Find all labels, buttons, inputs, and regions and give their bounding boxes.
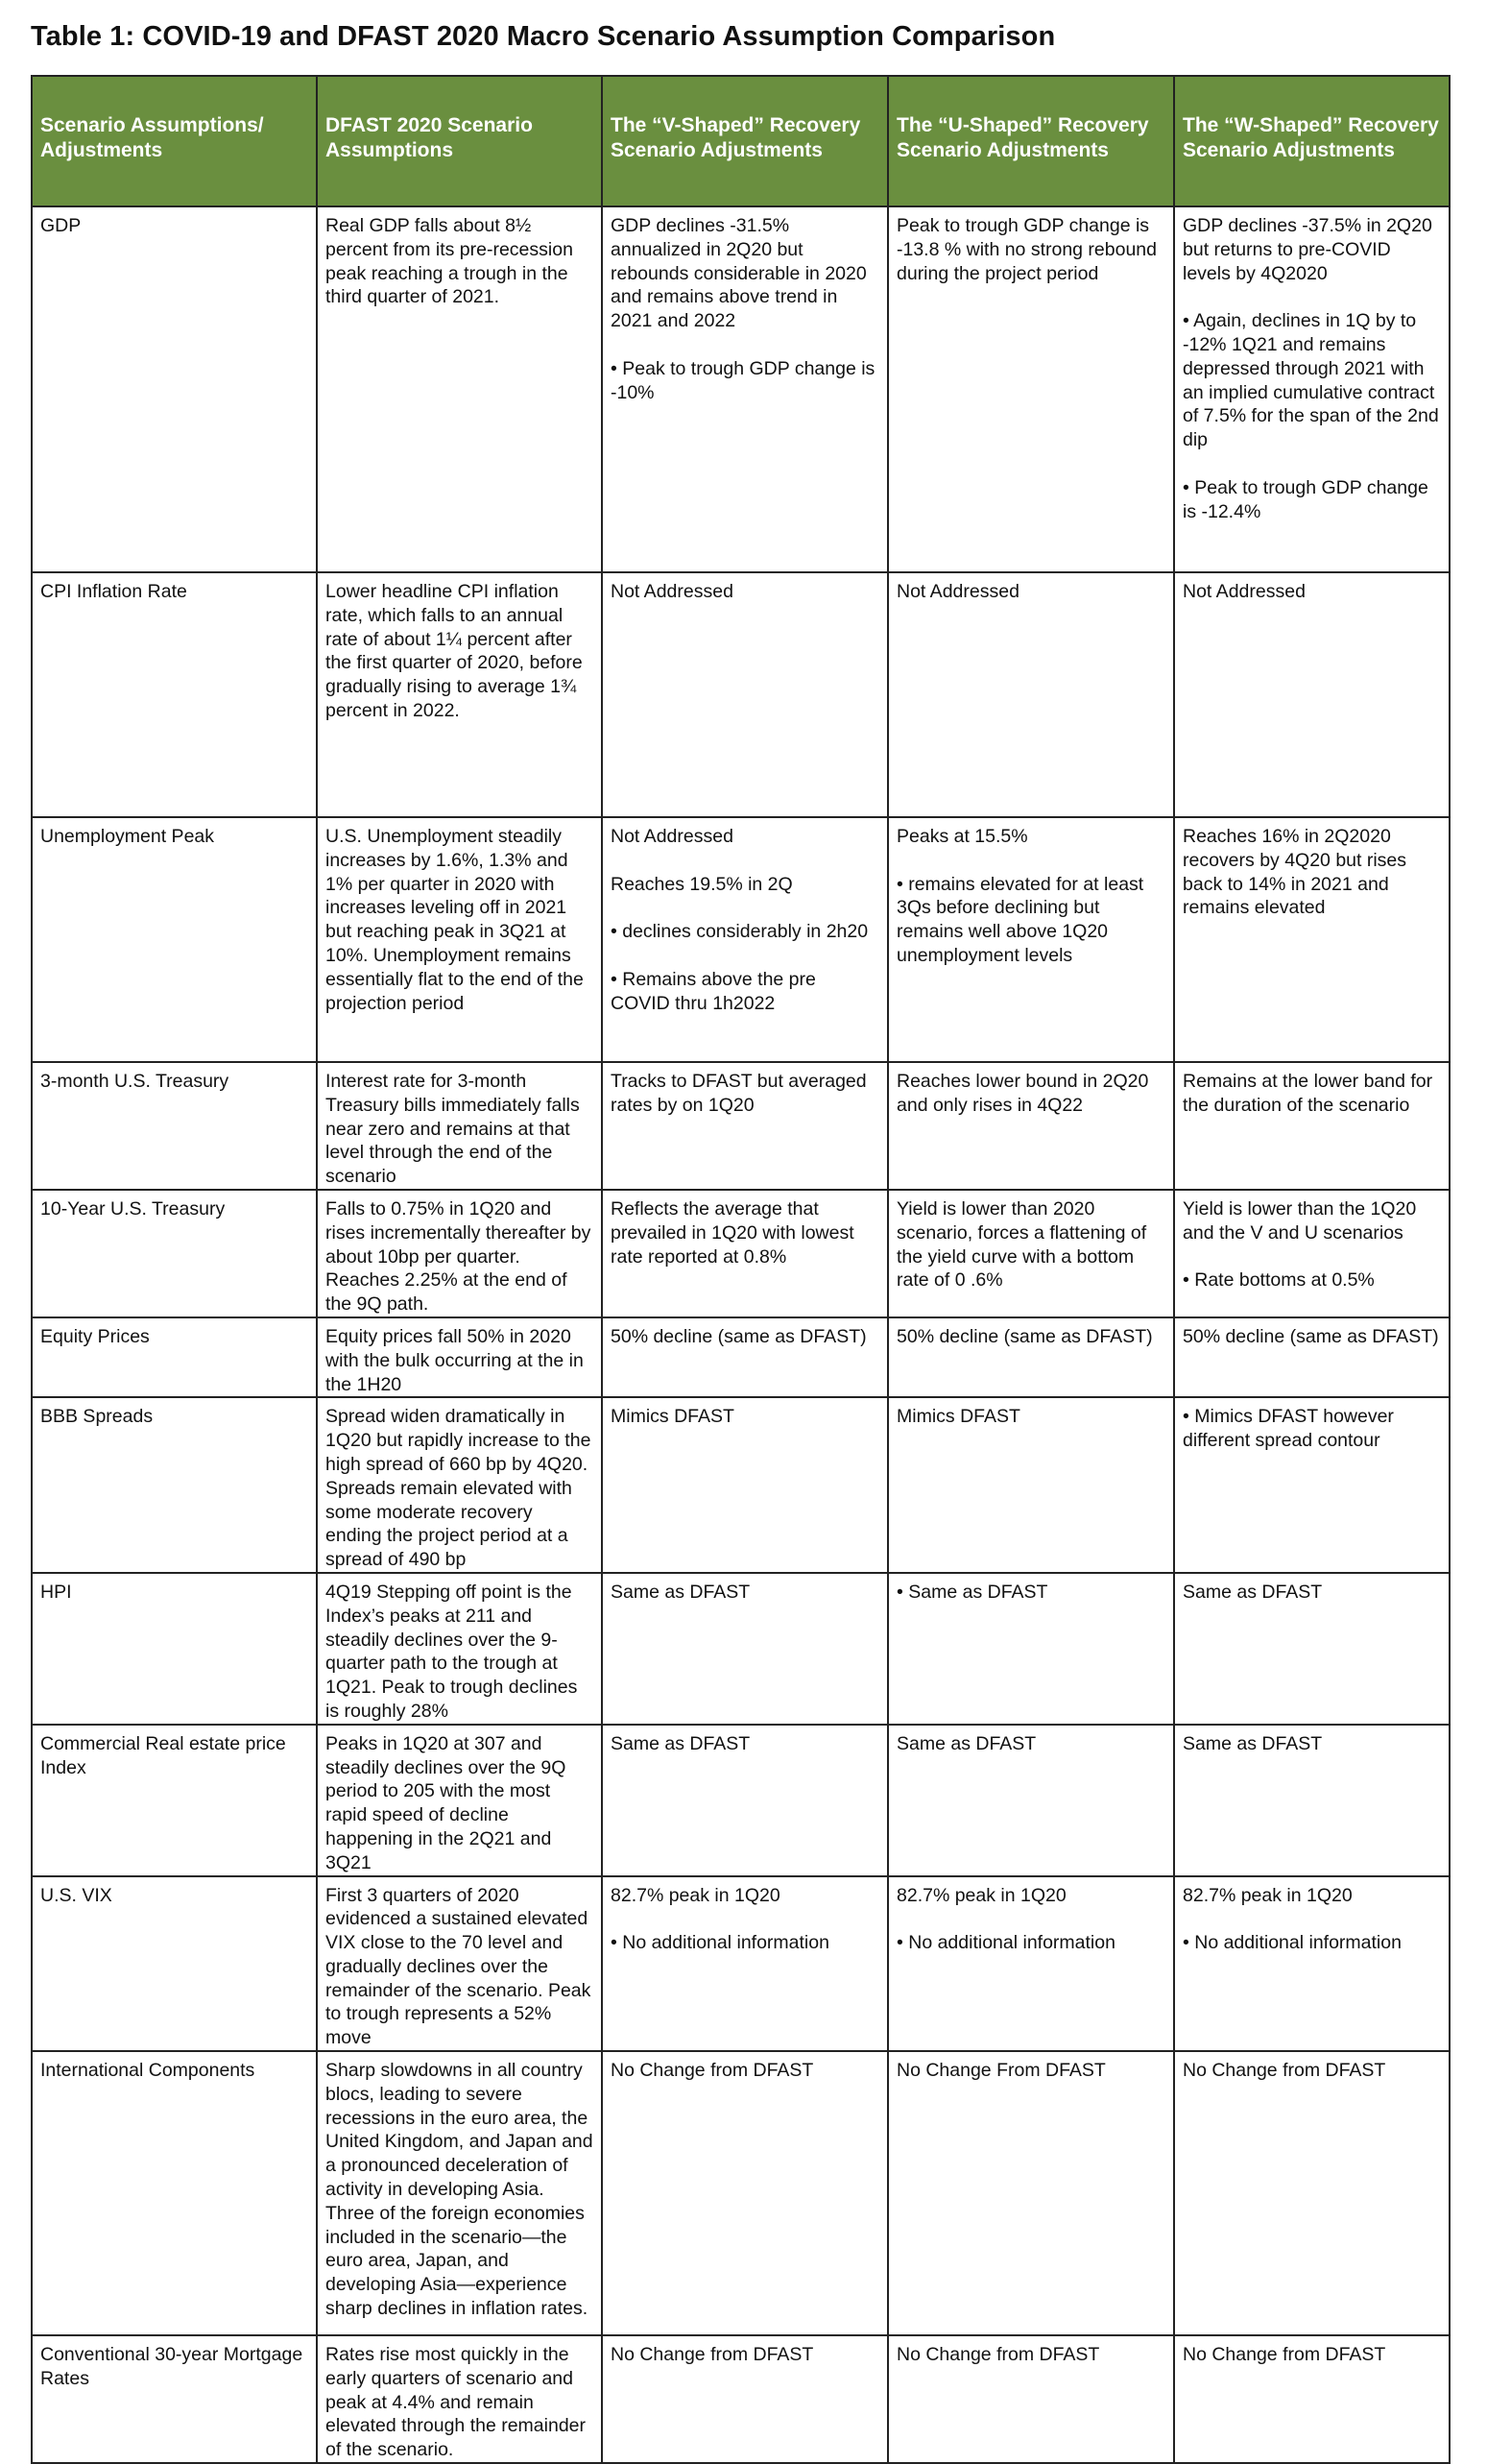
- cell-paragraph: Same as DFAST: [1183, 1732, 1323, 1754]
- u-shaped-cell: [888, 2335, 1174, 2463]
- row-label: 3-month U.S. Treasury: [40, 1071, 229, 1092]
- cell-paragraph: Equity prices fall 50% in 2020 with the bulk occurring at the in the 1H20: [325, 1325, 584, 1395]
- cell-paragraph: Not Addressed: [611, 581, 733, 602]
- w-shaped-cell: [1174, 1397, 1450, 1573]
- row-label-cell: [32, 1397, 317, 1573]
- row-label: 10-Year U.S. Treasury: [40, 1197, 226, 1220]
- row-label-cell: [32, 1317, 317, 1397]
- row-label-cell: [32, 572, 317, 817]
- cell-paragraph: Not Addressed: [1183, 581, 1306, 602]
- cell-paragraph: Remains at the lower band for the duration of the scenario: [1183, 1071, 1433, 1116]
- cell-paragraph: Reaches 19.5% in 2Q: [611, 873, 793, 895]
- w-shaped-cell: [1174, 1876, 1450, 2052]
- dfast-cell: [317, 2335, 602, 2463]
- u-shaped-cell: [888, 1062, 1174, 1190]
- w-shaped-cell: [1174, 2051, 1450, 2335]
- dfast-cell: [317, 2051, 602, 2335]
- cell-paragraph: Yield is lower than the 1Q20 and the V and U scenarios: [1183, 1197, 1417, 1244]
- cell-paragraph: • Mimics DFAST however different spread contour: [1183, 1406, 1394, 1452]
- cell-paragraph: Reaches lower bound in 2Q20 and only rises in 4Q22: [897, 1071, 1149, 1116]
- row-label-cell: [32, 817, 317, 1062]
- cell-paragraph: Mimics DFAST: [611, 1406, 734, 1428]
- table-row: [32, 1190, 1450, 1317]
- v-shaped-cell: [602, 2051, 888, 2335]
- w-shaped-cell: [1174, 1573, 1450, 1725]
- header-cell-v-shaped: The “V-Shaped” Recovery Scenario Adjustments: [602, 76, 888, 206]
- row-label-cell: [32, 1190, 317, 1317]
- w-shaped-cell: [1174, 1190, 1450, 1317]
- cell-paragraph: First 3 quarters of 2020 evidenced a sustained elevated VIX close to the 70 level and gradually declines over the remainder of the scenario. Peak to trough represents a 52% move: [325, 1884, 591, 2049]
- cell-paragraph: 82.7% peak in 1Q20: [611, 1884, 780, 1906]
- row-label: Conventional 30-year Mortgage Rates: [40, 2344, 303, 2389]
- w-shaped-cell: [1174, 1725, 1450, 1876]
- cell-paragraph: Sharp slowdowns in all country blocs, leading to severe recessions in the euro area, the United Kingdom, and Japan and a pronounced deceleration of activity in developing Asia. Three of the foreign economies included in the scenario—the euro area, Japan, and developing Asia—experience sharp declines in inflation rates.: [325, 2060, 593, 2320]
- header-cell-dfast: DFAST 2020 Scenario Assumptions: [317, 76, 602, 206]
- comparison-table: [31, 75, 1451, 2464]
- cell-paragraph: • Same as DFAST: [897, 1581, 1048, 1603]
- table-row: [32, 206, 1450, 572]
- cell-paragraph: Mimics DFAST: [897, 1406, 1020, 1428]
- cell-paragraph: U.S. Unemployment steadily increases by 1.6%, 1.3% and 1% per quarter in 2020 with increases leveling off in 2021 but reaching peak in 3Q21 at 10%. Unemployment remains essentially flat to the end of the projection period: [325, 826, 584, 1014]
- cell-paragraph: Rates rise most quickly in the early quarters of scenario and peak at 4.4% and remain elevated through the remainder of the scenario.: [325, 2344, 587, 2461]
- dfast-cell: [317, 1190, 602, 1317]
- dfast-cell: [317, 1062, 602, 1190]
- cell-paragraph: 50% decline (same as DFAST): [1183, 1325, 1439, 1347]
- dfast-cell: [317, 1876, 602, 2052]
- v-shaped-cell: [602, 1190, 888, 1317]
- cell-paragraph: • remains elevated for at least 3Qs before declining but remains well above 1Q20 unemployment levels: [897, 873, 1144, 966]
- cell-paragraph: • No additional information: [1183, 1932, 1402, 1954]
- cell-paragraph: No Change From DFAST: [897, 2060, 1106, 2082]
- table-row: [32, 572, 1450, 817]
- cell-paragraph: Interest rate for 3-month Treasury bills immediately falls near zero and remains at that level through the end of the scenario: [325, 1071, 580, 1188]
- header-cell-u-shaped: The “U-Shaped” Recovery Scenario Adjustments: [888, 76, 1174, 206]
- table-row: [32, 2051, 1450, 2335]
- cell-paragraph: • Again, declines in 1Q by to -12% 1Q21 and remains depressed through 2021 with an implied cumulative contract of 7.5% for the span of the 2nd dip: [1183, 310, 1439, 451]
- cell-paragraph: No Change from DFAST: [897, 2344, 1100, 2366]
- v-shaped-cell: [602, 572, 888, 817]
- w-shaped-cell: [1174, 206, 1450, 572]
- w-shaped-cell: [1174, 572, 1450, 817]
- cell-paragraph: 4Q19 Stepping off point is the Index’s peaks at 211 and steadily declines over the 9-quarter path to the trough at 1Q21. Peak to trough declines is roughly 28%: [325, 1581, 578, 1722]
- header-cell-assumptions: Scenario Assumptions/ Adjustments: [32, 76, 317, 206]
- cell-paragraph: Same as DFAST: [611, 1581, 751, 1603]
- row-label: Commercial Real estate price Index: [40, 1732, 286, 1778]
- cell-paragraph: Not Addressed: [611, 826, 733, 847]
- table-row: [32, 1062, 1450, 1190]
- u-shaped-cell: [888, 1397, 1174, 1573]
- cell-paragraph: Peaks at 15.5%: [897, 826, 1028, 847]
- table-row: [32, 1317, 1450, 1397]
- v-shaped-cell: [602, 206, 888, 572]
- table-row: [32, 817, 1450, 1062]
- dfast-cell: [317, 817, 602, 1062]
- cell-paragraph: Peak to trough GDP change is -13.8 % with no strong rebound during the project period: [897, 215, 1158, 284]
- v-shaped-cell: [602, 1573, 888, 1725]
- row-label: Equity Prices: [40, 1325, 150, 1347]
- row-label: HPI: [40, 1581, 72, 1603]
- table-row: [32, 1876, 1450, 2052]
- row-label: BBB Spreads: [40, 1406, 154, 1428]
- u-shaped-cell: [888, 1725, 1174, 1876]
- w-shaped-cell: [1174, 1062, 1450, 1190]
- cell-paragraph: 82.7% peak in 1Q20: [897, 1884, 1067, 1906]
- dfast-cell: [317, 572, 602, 817]
- u-shaped-cell: [888, 1876, 1174, 2052]
- v-shaped-cell: [602, 1062, 888, 1190]
- table-row: [32, 1397, 1450, 1573]
- cell-paragraph: Lower headline CPI inflation rate, which falls to an annual rate of about 1¼ percent after the first quarter of 2020, before gradually rising to average 1¾ percent in 2022.: [325, 581, 583, 721]
- cell-paragraph: No Change from DFAST: [611, 2344, 814, 2366]
- cell-paragraph: No Change from DFAST: [1183, 2060, 1386, 2082]
- table-row: [32, 1573, 1450, 1725]
- cell-paragraph: • No additional information: [897, 1932, 1115, 1954]
- row-label-cell: [32, 2051, 317, 2335]
- w-shaped-cell: [1174, 2335, 1450, 2463]
- cell-paragraph: Tracks to DFAST but averaged rates by on 1Q20: [611, 1071, 867, 1116]
- cell-paragraph: GDP declines -37.5% in 2Q20 but returns to pre-COVID levels by 4Q2020: [1183, 215, 1432, 284]
- cell-paragraph: 82.7% peak in 1Q20: [1183, 1884, 1353, 1906]
- row-label-cell: [32, 1062, 317, 1190]
- cell-paragraph: Same as DFAST: [897, 1732, 1037, 1754]
- row-label-cell: [32, 1725, 317, 1876]
- u-shaped-cell: [888, 2051, 1174, 2335]
- row-label: GDP: [40, 215, 82, 236]
- row-label-cell: [32, 1876, 317, 2052]
- cell-paragraph: Same as DFAST: [611, 1732, 751, 1754]
- u-shaped-cell: [888, 572, 1174, 817]
- cell-paragraph: • No additional information: [611, 1932, 829, 1954]
- table-title: Table 1: COVID-19 and DFAST 2020 Macro Scenario Assumption Comparison: [31, 21, 1056, 52]
- cell-paragraph: Reaches 16% in 2Q2020 recovers by 4Q20 but rises back to 14% in 2021 and remains elevated: [1183, 826, 1407, 919]
- row-label: CPI Inflation Rate: [40, 581, 187, 602]
- row-label-cell: [32, 2335, 317, 2463]
- table-row: [32, 2335, 1450, 2463]
- cell-paragraph: • declines considerably in 2h20: [611, 921, 869, 943]
- u-shaped-cell: [888, 1317, 1174, 1397]
- row-label: Unemployment Peak: [40, 826, 215, 847]
- row-label-cell: [32, 1573, 317, 1725]
- cell-paragraph: Real GDP falls about 8½ percent from its pre-recession peak reaching a trough in the third quarter of 2021.: [325, 215, 573, 308]
- v-shaped-cell: [602, 817, 888, 1062]
- header-cell-w-shaped: The “W-Shaped” Recovery Scenario Adjustments: [1174, 76, 1450, 206]
- dfast-cell: [317, 1725, 602, 1876]
- w-shaped-cell: [1174, 817, 1450, 1062]
- cell-paragraph: • Remains above the pre COVID thru 1h2022: [611, 968, 816, 1014]
- u-shaped-cell: [888, 1190, 1174, 1317]
- cell-paragraph: Peaks in 1Q20 at 307 and steadily declines over the 9Q period to 205 with the most rapid speed of decline happening in the 2Q21 and 3Q21: [325, 1732, 566, 1873]
- u-shaped-cell: [888, 1573, 1174, 1725]
- cell-paragraph: Not Addressed: [897, 581, 1019, 602]
- u-shaped-cell: [888, 206, 1174, 572]
- cell-paragraph: • Peak to trough GDP change is -12.4%: [1183, 476, 1428, 522]
- v-shaped-cell: [602, 2335, 888, 2463]
- row-label: International Components: [40, 2060, 255, 2082]
- cell-paragraph: Yield is lower than 2020 scenario, forces a flattening of the yield curve with a bottom rate of 0 .6%: [897, 1197, 1147, 1292]
- cell-paragraph: Reflects the average that prevailed in 1Q20 with lowest rate reported at 0.8%: [611, 1197, 854, 1268]
- dfast-cell: [317, 1317, 602, 1397]
- v-shaped-cell: [602, 1397, 888, 1573]
- cell-paragraph: • Peak to trough GDP change is -10%: [611, 357, 875, 403]
- cell-paragraph: No Change from DFAST: [611, 2060, 814, 2082]
- cell-paragraph: GDP declines -31.5% annualized in 2Q20 but rebounds considerable in 2020 and remains above trend in 2021 and 2022: [611, 215, 867, 332]
- dfast-cell: [317, 1573, 602, 1725]
- cell-paragraph: 50% decline (same as DFAST): [897, 1325, 1153, 1347]
- dfast-cell: [317, 206, 602, 572]
- row-label: U.S. VIX: [40, 1884, 112, 1906]
- cell-paragraph: 50% decline (same as DFAST): [611, 1325, 867, 1347]
- dfast-cell: [317, 1397, 602, 1573]
- cell-paragraph: No Change from DFAST: [1183, 2344, 1386, 2366]
- w-shaped-cell: [1174, 1317, 1450, 1397]
- cell-paragraph: Same as DFAST: [1183, 1581, 1323, 1603]
- v-shaped-cell: [602, 1876, 888, 2052]
- v-shaped-cell: [602, 1725, 888, 1876]
- header-row: [32, 76, 1450, 206]
- table-row: [32, 1725, 1450, 1876]
- cell-paragraph: • Rate bottoms at 0.5%: [1183, 1269, 1375, 1292]
- v-shaped-cell: [602, 1317, 888, 1397]
- cell-paragraph: Spread widen dramatically in 1Q20 but rapidly increase to the high spread of 660 bp by 4Q20. Spreads remain elevated with some moderate recovery ending the project period at a spread of 490 bp: [325, 1406, 591, 1571]
- row-label-cell: [32, 206, 317, 572]
- u-shaped-cell: [888, 817, 1174, 1062]
- cell-paragraph: Falls to 0.75% in 1Q20 and rises incrementally thereafter by about 10bp per quarter. Reaches 2.25% at the end of the 9Q path.: [325, 1197, 591, 1316]
